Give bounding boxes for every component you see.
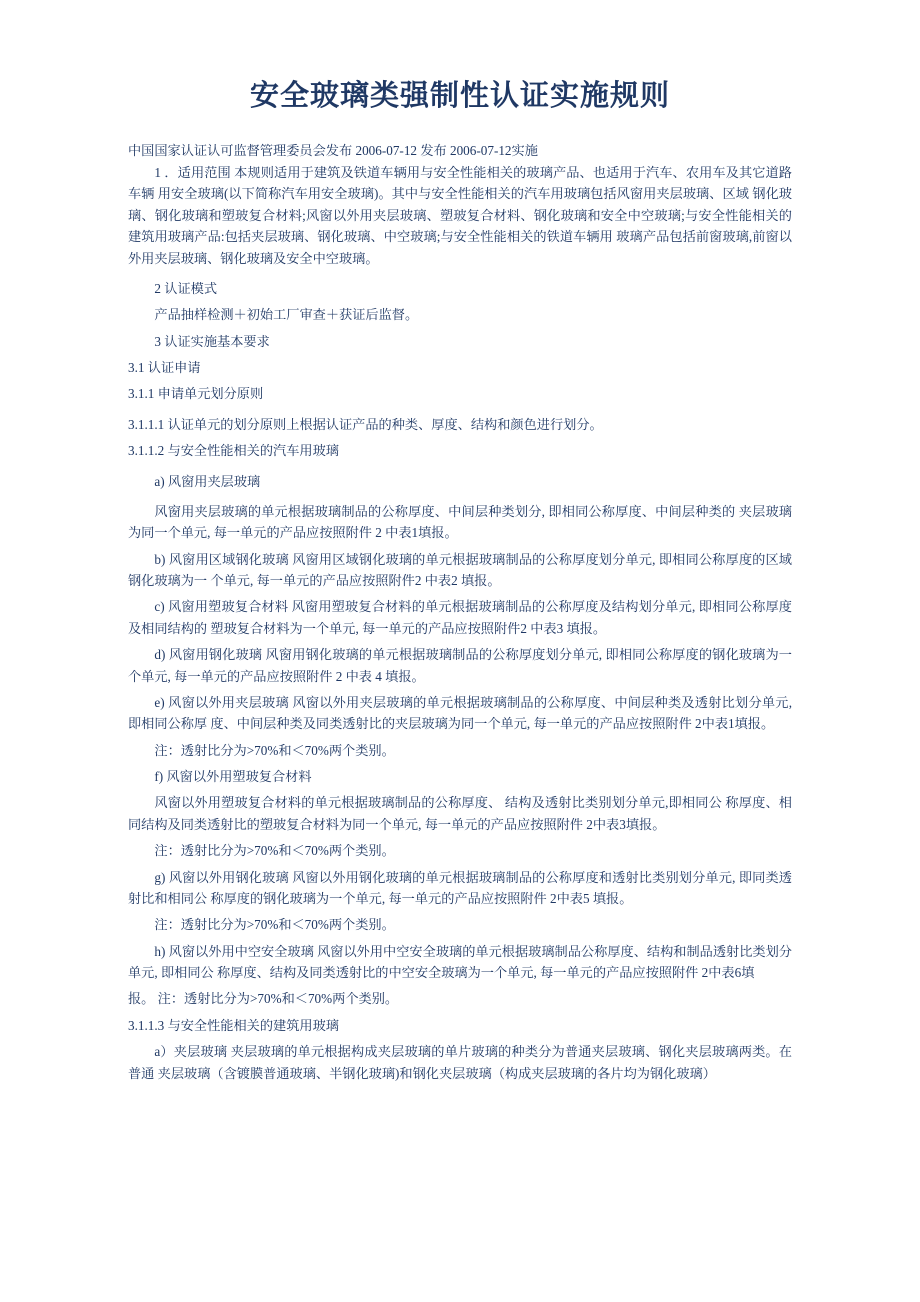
heading-basic-requirements: 3 认证实施基本要求 — [154, 333, 270, 349]
page-title: 安全玻璃类强制性认证实施规则 — [249, 80, 670, 112]
publisher-line: 中国国家认证认可监督管理委员会发布 2006-07-12 发布 2006-07-12实施 — [128, 142, 538, 158]
note-h: 报。 注：透射比分为>70%和＜70%两个类别。 — [128, 991, 399, 1007]
item-c: c) 风窗用塑玻复合材料 风窗用塑玻复合材料的单元根据玻璃制品的公称厚度及结构划分单元, 即相同公称厚度及相同结构的 塑玻复合材料为一个单元, 每一单元的产品应按照附件2 中表3 填报。 — [128, 599, 792, 636]
item-f-body: 风窗以外用塑玻复合材料的单元根据玻璃制品的公称厚度、 结构及透射比类别划分单元,即相同公 称厚度、相同结构及同类透射比的塑玻复合材料为同一个单元, 每一单元的产品应按照附件 2中表3填报。 — [128, 795, 792, 832]
item-a-body: 风窗用夹层玻璃的单元根据玻璃制品的公称厚度、中间层种类划分, 即相同公称厚度、中间层种类的 夹层玻璃为同一个单元, 每一单元的产品应按照附件 2 中表1填报。 — [128, 503, 792, 541]
heading-certification-mode: 2 认证模式 — [154, 280, 218, 296]
item-a-title: a) 风窗用夹层玻璃 — [154, 473, 261, 489]
paragraph-3-1-1-3: 3.1.1.3 与安全性能相关的建筑用玻璃 — [128, 1017, 339, 1033]
note-f: 注：透射比分为>70%和＜70%两个类别。 — [154, 843, 395, 859]
item-g: g) 风窗以外用钢化玻璃 风窗以外用钢化玻璃的单元根据玻璃制品的公称厚度和透射比类别划分单元, 即同类透射比和相同公 称厚度的钢化玻璃为一个单元, 每一单元的产品应按照附件 2中表5 填报。 — [128, 869, 792, 906]
item-e: e) 风窗以外用夹层玻璃 风窗以外用夹层玻璃的单元根据玻璃制品的公称厚度、中间层种类及透射比划分单元, 即相同公称厚 度、中间层种类及同类透射比的夹层玻璃为同一个单元, 每一单元的产品应按照附件 2中表1填报。 — [128, 694, 792, 732]
item-f-title: f) 风窗以外用塑玻复合材料 — [154, 769, 312, 785]
paragraph-3-1-1-1: 3.1.1.1 认证单元的划分原则上根据认证产品的种类、厚度、结构和颜色进行划分。 — [128, 416, 603, 432]
paragraph-certification-mode: 产品抽样检测＋初始工厂审查＋获证后监督。 — [154, 307, 419, 323]
heading-3-1: 3.1 认证申请 — [128, 360, 201, 376]
paragraph-3-1-1-2: 3.1.1.2 与安全性能相关的汽车用玻璃 — [128, 443, 339, 459]
note-g: 注：透射比分为>70%和＜70%两个类别。 — [154, 917, 395, 933]
paragraph-scope: 1 ．适用范围 本规则适用于建筑及铁道车辆用与安全性能相关的玻璃产品、也适用于汽车、农用车及其它道路车辆 用安全玻璃(以下简称汽车用安全玻璃)。其中与安全性能相关的汽车用玻璃包括风窗用夹层玻璃、区域 钢化玻璃、钢化玻璃和塑玻复合材料;风窗以外用夹层玻璃、塑玻复合材料、钢化玻璃和安全中空玻璃;与安全性能相关的建筑用玻璃产品:包括夹层玻璃、钢化玻璃、中空玻璃;与安全性能相关的铁道车辆用 玻璃产品包括前窗玻璃,前窗以外用夹层玻璃、钢化玻璃及安全中空玻璃。 — [128, 165, 792, 266]
item-b: b) 风窗用区域钢化玻璃 风窗用区域钢化玻璃的单元根据玻璃制品的公称厚度划分单元, 即相同公称厚度的区域钢化玻璃为一 个单元, 每一单元的产品应按照附件2 中表2 填报。 — [128, 551, 792, 589]
note-e: 注：透射比分为>70%和＜70%两个类别。 — [154, 742, 395, 758]
item-a2: a）夹层玻璃 夹层玻璃的单元根据构成夹层玻璃的单片玻璃的种类分为普通夹层玻璃、钢化夹层玻璃两类。在普通 夹层玻璃（含镀膜普通玻璃、半钢化玻璃)和钢化夹层玻璃（构成夹层玻璃的各片均为钢化玻璃） — [128, 1044, 792, 1081]
item-d: d) 风窗用钢化玻璃 风窗用钢化玻璃的单元根据玻璃制品的公称厚度划分单元, 即相同公称厚度的钢化玻璃为一个单元, 每一单元的产品应按照附件 2 中表 4 填报。 — [128, 647, 792, 684]
item-h: h) 风窗以外用中空安全玻璃 风窗以外用中空安全玻璃的单元根据玻璃制品公称厚度、结构和制品透射比类划分单元, 即相同公 称厚度、结构及同类透射比的中空安全玻璃为一个单元, 每一单元的产品应按照附件 2中表6填 — [128, 943, 792, 981]
heading-3-1-1: 3.1.1 申请单元划分原则 — [128, 386, 264, 402]
